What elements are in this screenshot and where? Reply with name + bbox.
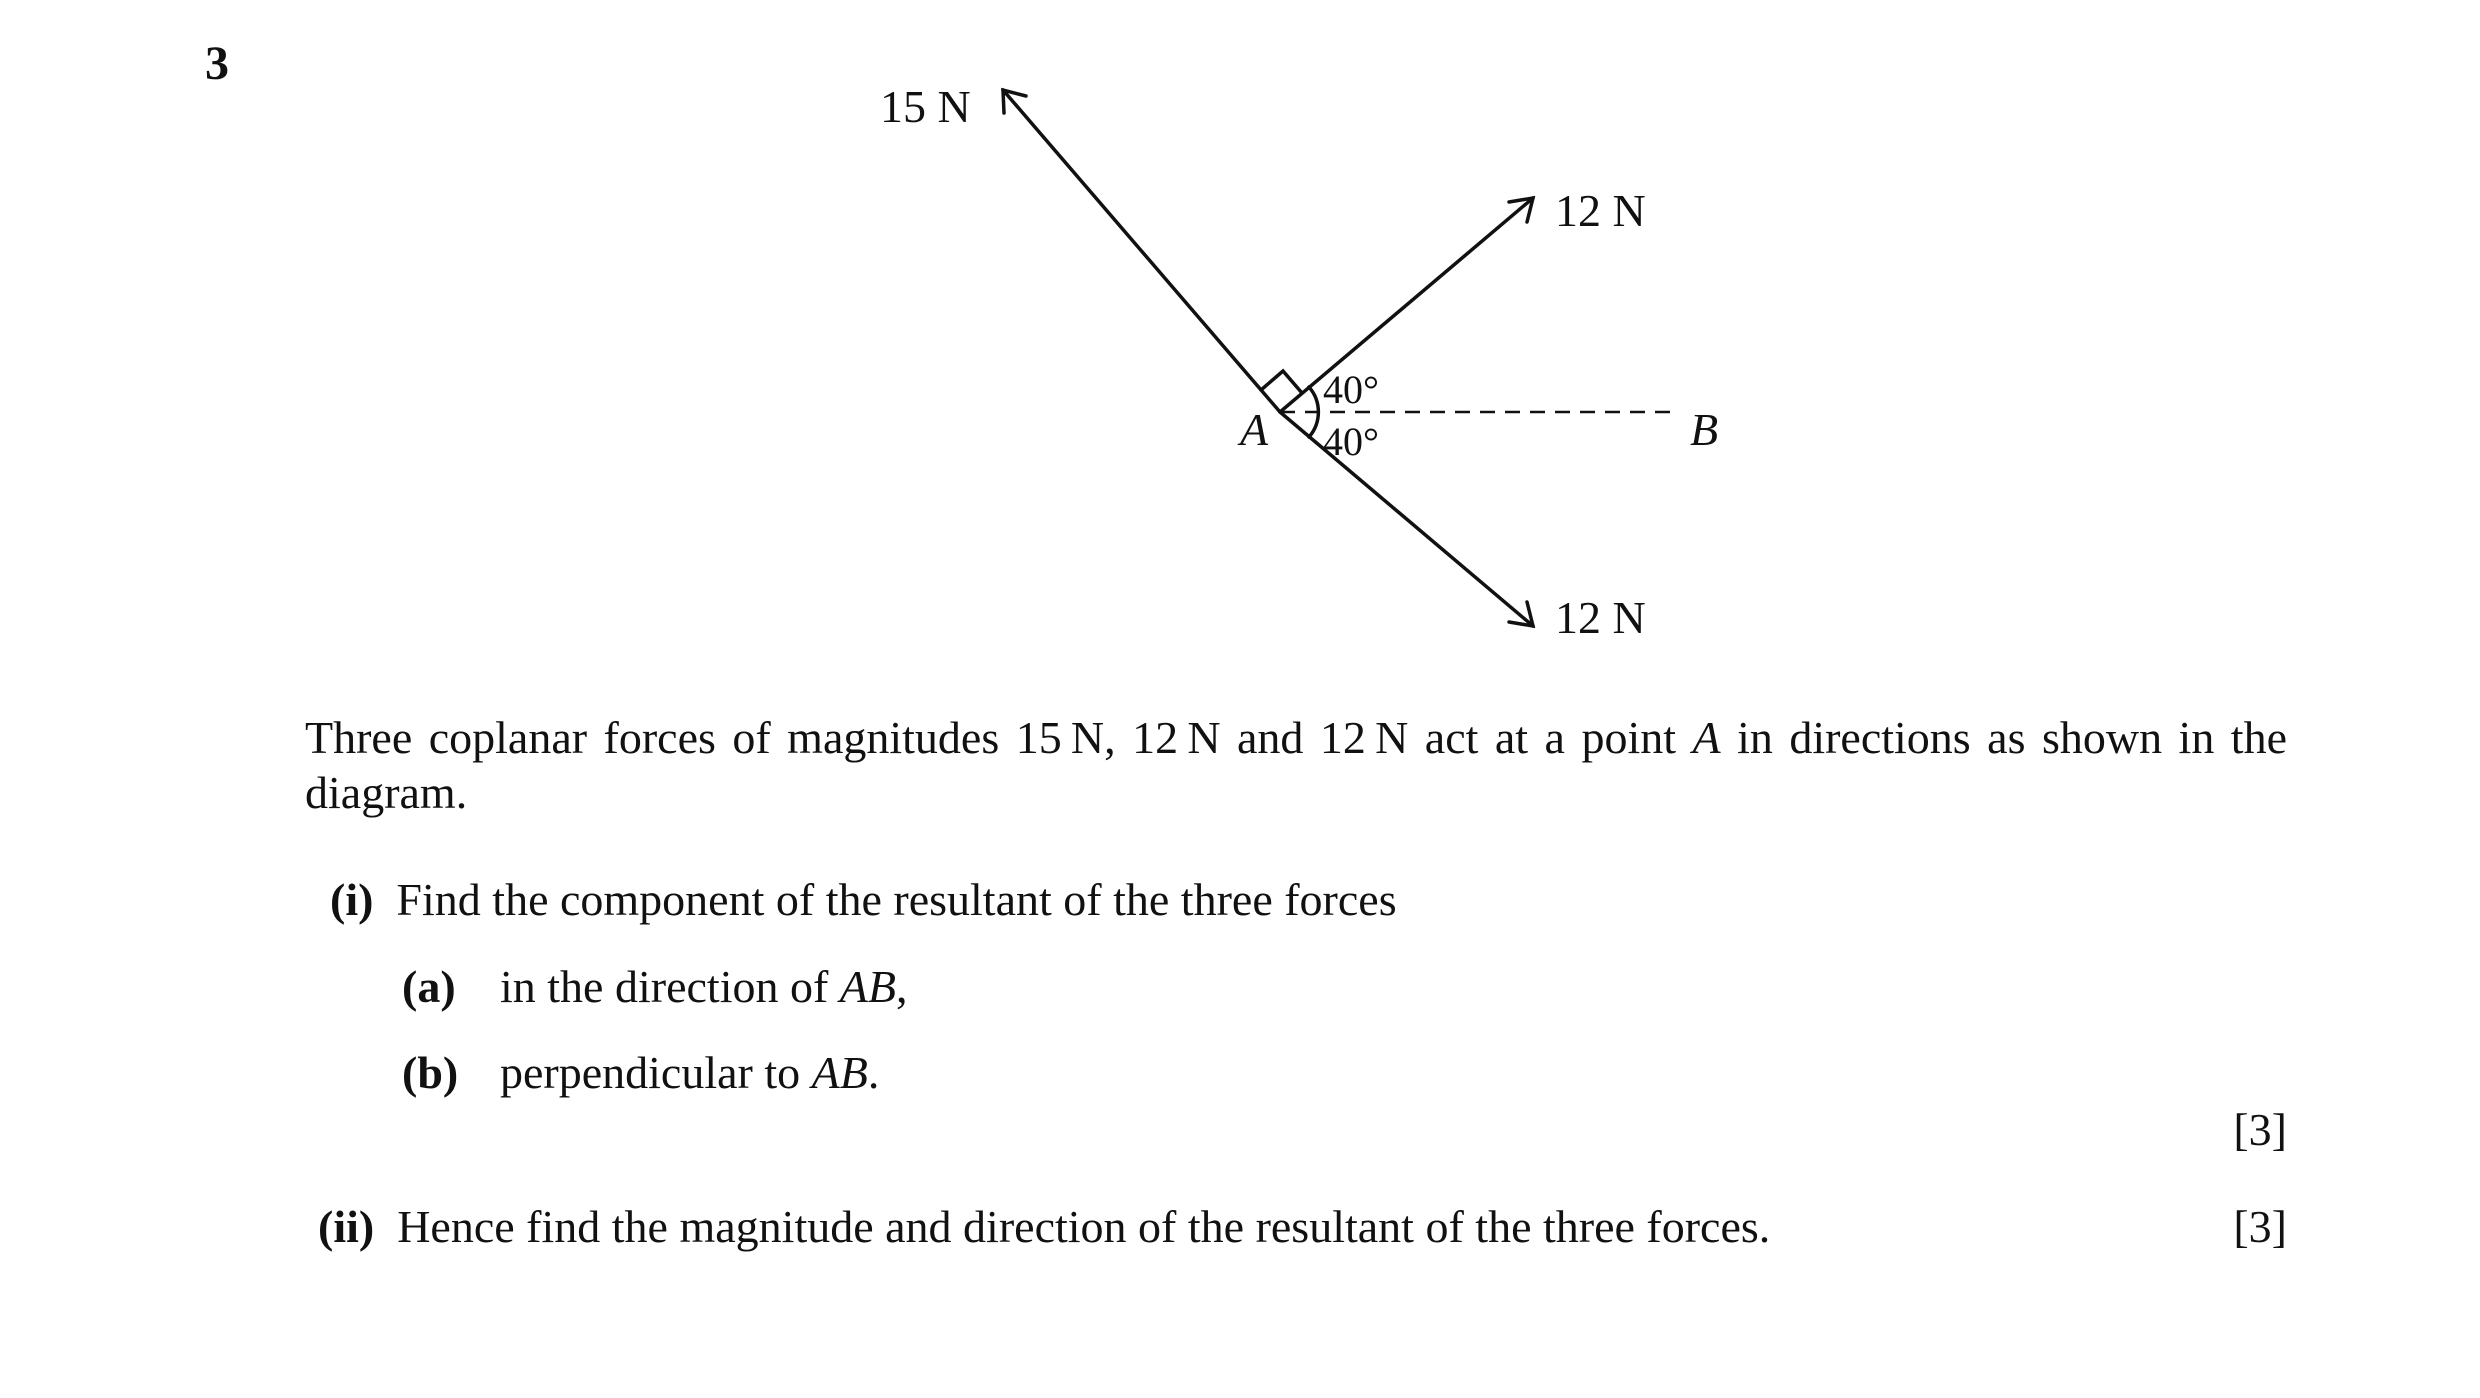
- part-i-b: (b) perpendicular to AB.: [402, 1047, 880, 1098]
- part-i-text: Find the component of the resultant of the three forces: [396, 874, 1397, 925]
- part-i-a-label: (a): [402, 961, 456, 1012]
- part-ii: [318, 1200, 1770, 1253]
- part-i-b-label: (b): [402, 1047, 459, 1098]
- angle-label-lower: 40°: [1323, 419, 1379, 464]
- angle-label-upper: 40°: [1323, 367, 1379, 412]
- force-label-12n-lower: 12 N: [1555, 592, 1646, 643]
- part-i-a: (a) in the direction of AB,: [402, 961, 908, 1012]
- force-label-15n: 15 N: [880, 81, 971, 132]
- point-a-label: A: [1240, 404, 1269, 455]
- right-angle-marker: [1261, 371, 1302, 393]
- part-ii-marks: [3]: [2233, 1201, 2287, 1252]
- force-label-12n-upper: 12 N: [1555, 185, 1646, 236]
- point-a-ref: A: [1692, 712, 1721, 763]
- question-number: 3: [205, 37, 229, 90]
- part-i: [330, 873, 1397, 926]
- part-ii-label: (ii): [318, 1201, 375, 1252]
- part-i-marks: [3]: [2233, 1104, 2287, 1155]
- force-line-12n-lower: [1280, 412, 1533, 626]
- force-line-12n-upper: [1280, 198, 1533, 412]
- question-intro: Three coplanar forces of magnitudes 15 N, 12 N and 12 N act at a point A in directions as shown in the diagram.: [305, 712, 2288, 818]
- force-line-15n: [1003, 90, 1280, 412]
- part-i-label: (i): [330, 874, 374, 925]
- point-b-label: B: [1690, 404, 1719, 455]
- part-ii-text: Hence find the magnitude and direction of the resultant of the three forces.: [397, 1201, 1771, 1252]
